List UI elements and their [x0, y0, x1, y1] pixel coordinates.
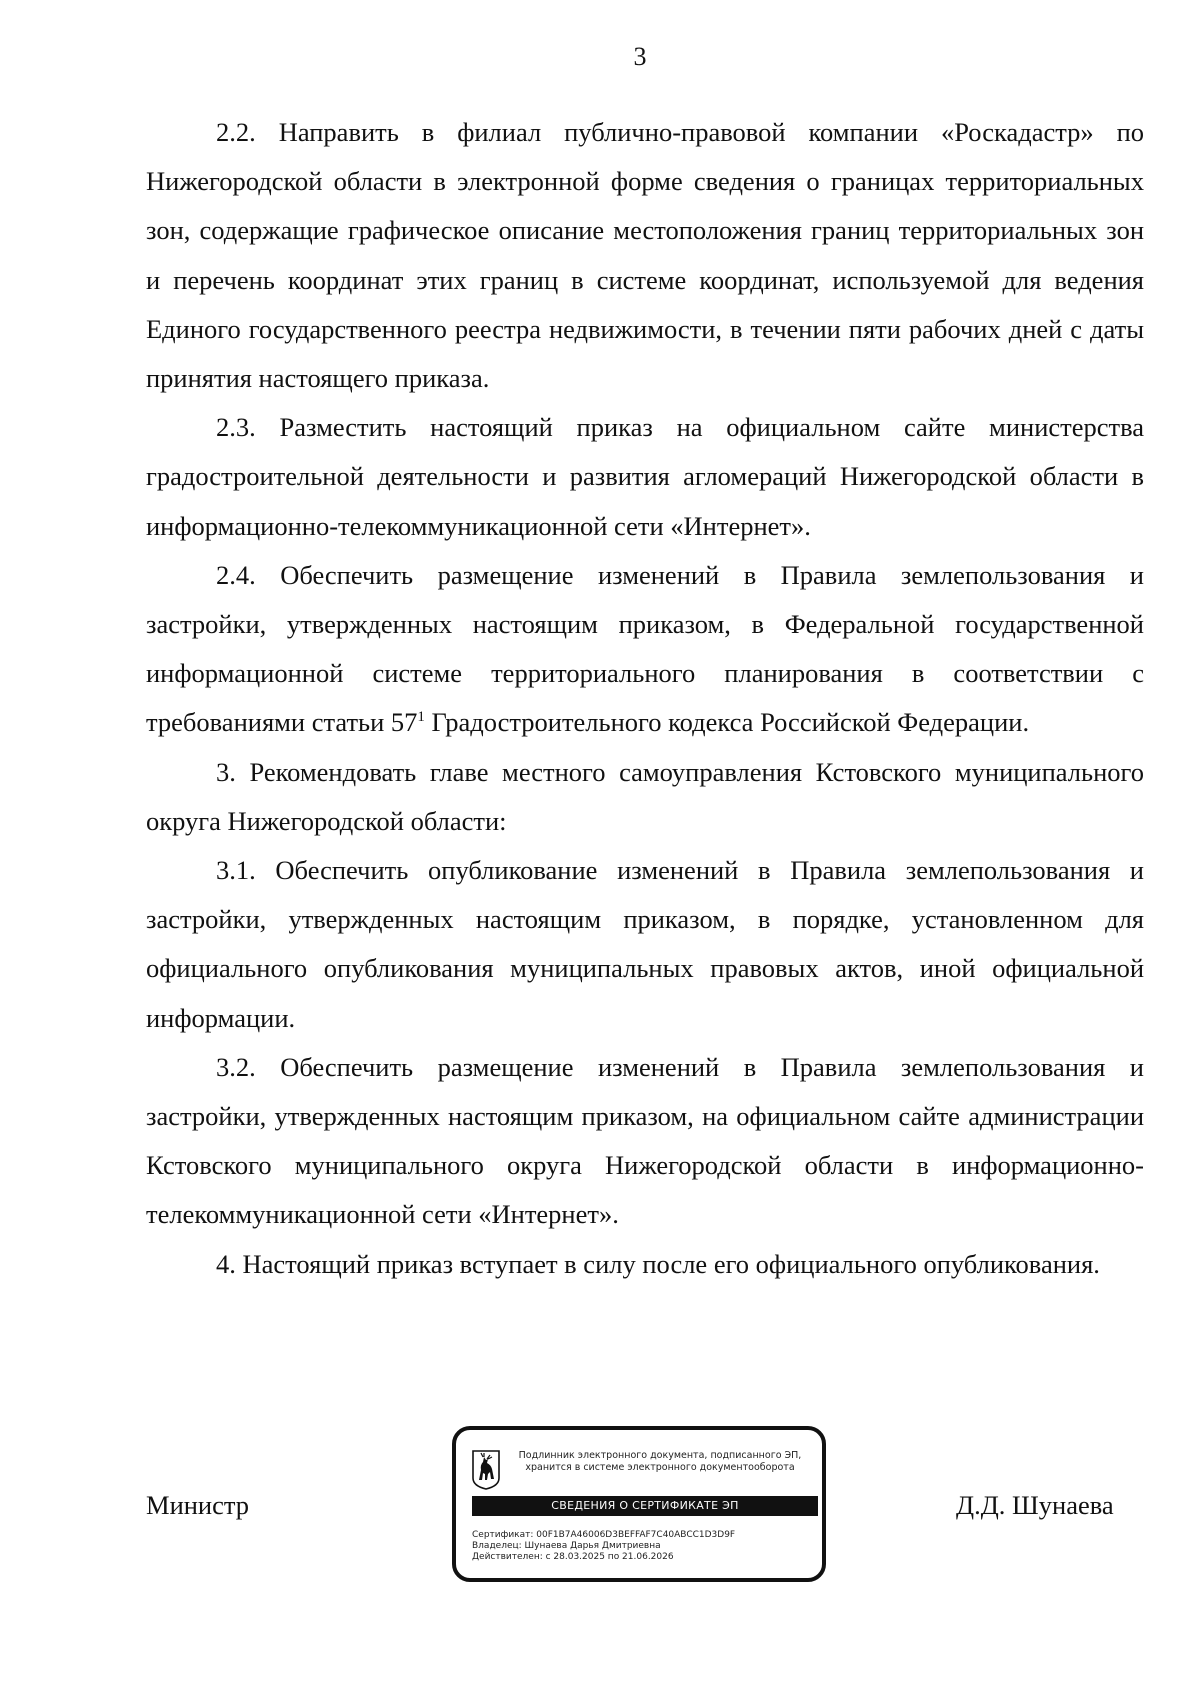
footnote-superscript: 1: [417, 709, 425, 726]
document-body: [146, 108, 1144, 1289]
signatory-name: Д.Д. Шунаева: [956, 1490, 1114, 1520]
stamp-header-line-2: хранится в системе электронного документооборота: [525, 1462, 795, 1473]
electronic-signature-stamp: [452, 1426, 826, 1582]
signatory-title: Министр: [146, 1490, 250, 1520]
paragraph-3-1: 3.1. Обеспечить опубликование изменений в Правила землепользования и застройки, утвержденных настоящим приказом, в порядке, установленном для официального опубликования муниципальных правовых актов, иной официальной информации.: [146, 855, 1144, 1033]
stamp-header-line-1: Подлинник электронного документа, подписанного ЭП,: [518, 1450, 802, 1461]
paragraph-2-2: 2.2. Направить в филиал публично-правовой компании «Роскадастр» по Нижегородской области в электронной форме сведения о границах территориальных зон, содержащие графическое описание местоположения границ территориальных зон и перечень координат этих границ в системе координат, используемой для ведения Единого государственного реестра недвижимости, в течении пяти рабочих дней с даты принятия настоящего приказа.: [146, 117, 1144, 394]
coat-of-arms-icon: [472, 1450, 500, 1490]
page-number: 3: [633, 42, 647, 71]
stamp-certificate: Сертификат: 00F1B7A46006D3BEFFAF7C40ABCC1D3D9F: [472, 1530, 736, 1540]
paragraph-2-3: 2.3. Разместить настоящий приказ на официальном сайте министерства градостроительной деятельности и развития агломераций Нижегородской области в информационно-телекоммуникационной сети «Интернет».: [146, 412, 1144, 541]
stamp-title-bar: СВЕДЕНИЯ О СЕРТИФИКАТЕ ЭП: [472, 1496, 818, 1516]
stamp-header: [502, 1450, 818, 1474]
paragraph-2-4-text-end: Градостроительного кодекса Российской Федерации.: [424, 707, 1030, 738]
paragraph-2-4-text: 2.4. Обеспечить размещение изменений в Правила землепользования и застройки, утвержденных настоящим приказом, в Федеральной государственной информационной системе территориального планирования в соответствии с требованиями статьи 57: [146, 559, 1144, 738]
paragraph-3: 3. Рекомендовать главе местного самоуправления Кстовского муниципального округа Нижегородской области:: [146, 756, 1144, 836]
stamp-details: [472, 1530, 735, 1563]
paragraph-2-4: [146, 551, 1144, 748]
stamp-owner: Владелец: Шунаева Дарья Дмитриевна: [472, 1541, 661, 1551]
paragraph-3-2: 3.2. Обеспечить размещение изменений в Правила землепользования и застройки, утвержденных настоящим приказом, на официальном сайте администрации Кстовского муниципального округа Нижегородской области в информационно-телекоммуникационной сети «Интернет».: [146, 1051, 1144, 1230]
paragraph-4: 4. Настоящий приказ вступает в силу после его официального опубликования.: [216, 1248, 1100, 1279]
stamp-validity: Действителен: с 28.03.2025 по 21.06.2026: [472, 1552, 674, 1562]
